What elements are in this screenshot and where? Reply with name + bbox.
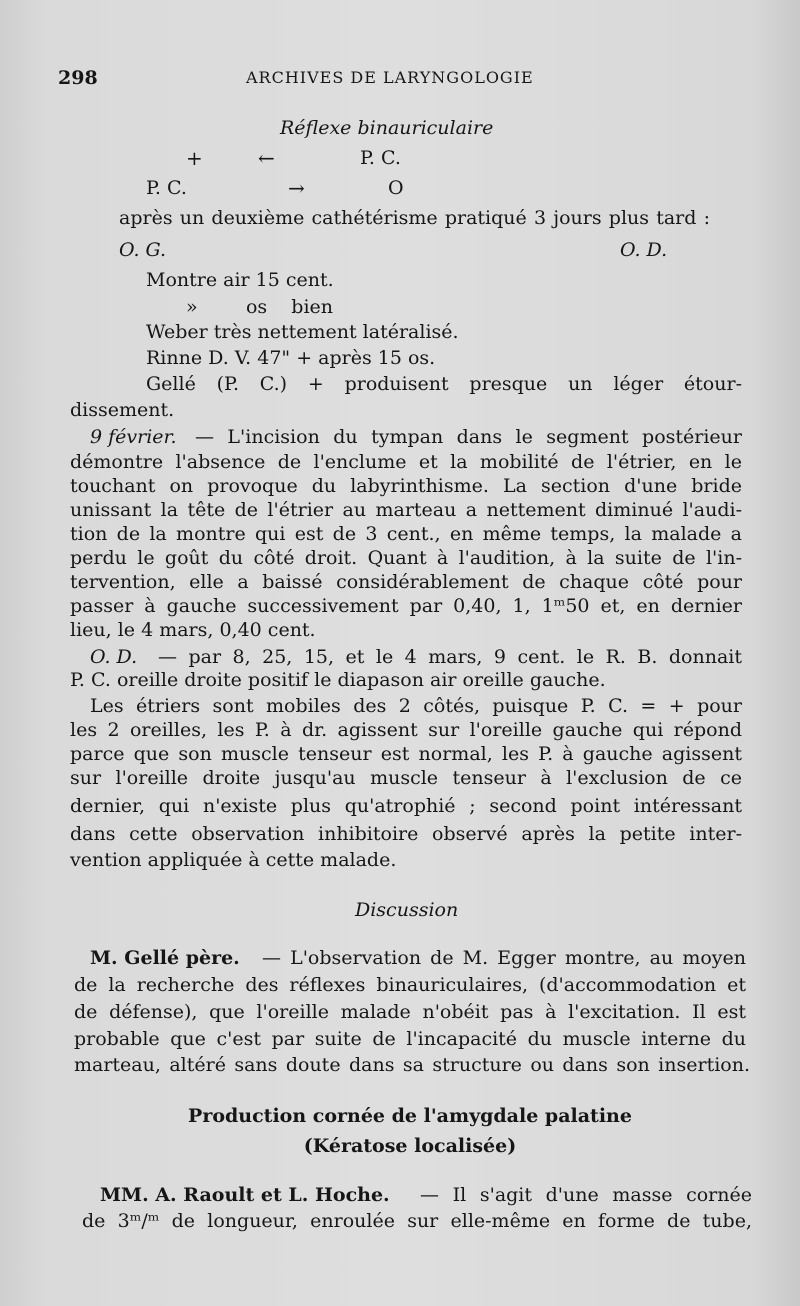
left-arrow-icon: ←	[258, 146, 275, 170]
text-line: dissement.	[70, 399, 175, 421]
text-line: Montre air 15 cent.	[146, 269, 334, 291]
text-line: de 3ᵐ/ᵐ de longueur, enroulée sur elle-même en forme de tube,	[82, 1210, 752, 1232]
date-label: 9 février.	[90, 426, 177, 448]
text-line: de la recherche des réflexes binauriculaires, (d'accommodation et	[74, 974, 746, 996]
reflex-title: Réflexe binauriculaire	[280, 117, 494, 139]
reflex-zero: O	[388, 177, 404, 199]
running-title: ARCHIVES DE LARYNGOLOGIE	[246, 68, 534, 87]
od-label: O. D.	[620, 239, 668, 261]
text-line: perdu le goût du côté droit. Quant à l'audition, à la suite de l'in-	[70, 547, 742, 569]
text-line: — L'observation de M. Egger montre, au moyen	[262, 947, 746, 969]
reflex-row2-label: P. C.	[146, 177, 187, 199]
text-line: P. C. oreille droite positif le diapason air oreille gauche.	[70, 669, 606, 691]
text-line: unissant la tête de l'étrier au marteau a nettement diminué l'audi-	[70, 499, 742, 521]
text-line: touchant on provoque du labyrinthisme. La section d'une bride	[70, 475, 742, 497]
text-line: Gellé (P. C.) + produisent presque un léger étour-	[146, 373, 742, 395]
text-line: passer à gauche successivement par 0,40, 1, 1ᵐ50 et, en dernier	[70, 595, 742, 617]
text-line: — L'incision du tympan dans le segment postérieur	[195, 426, 742, 448]
text-line: Les étriers sont mobiles des 2 côtés, puisque P. C. = + pour	[90, 695, 742, 717]
text-line: — par 8, 25, 15, et le 4 mars, 9 cent. le R. B. donnait	[158, 646, 742, 668]
page-number: 298	[58, 67, 98, 89]
text-line: marteau, altéré sans doute dans sa structure ou dans son insertion.	[74, 1054, 750, 1076]
section-title: Production cornée de l'amygdale palatine	[188, 1105, 632, 1127]
text-line: dernier, qui n'existe plus qu'atrophié ; second point intéressant	[70, 795, 742, 817]
plus-sign: +	[186, 146, 203, 170]
text-line: » os bien	[186, 296, 334, 318]
text-line: parce que son muscle tenseur est normal, les P. à gauche agissent	[70, 743, 742, 765]
text-line: après un deuxième cathétérisme pratiqué 3 jours plus tard :	[119, 207, 710, 229]
reflex-row1-label: P. C.	[360, 147, 401, 169]
text-line: de défense), que l'oreille malade n'obéit pas à l'excitation. Il est	[74, 1001, 746, 1023]
text-line: démontre l'absence de l'enclume et la mobilité de l'étrier, en le	[70, 451, 742, 473]
text-line: dans cette observation inhibitoire observé après la petite inter-	[70, 823, 742, 845]
speaker-gelle: M. Gellé père.	[90, 947, 240, 969]
text-line: lieu, le 4 mars, 0,40 cent.	[70, 619, 316, 641]
text-line: — Il s'agit d'une masse cornée	[420, 1184, 752, 1206]
text-line: tion de la montre qui est de 3 cent., en même temps, la malade a	[70, 523, 742, 545]
text-line: vention appliquée à cette malade.	[70, 849, 397, 871]
od2-label: O. D.	[90, 646, 138, 668]
text-line: sur l'oreille droite jusqu'au muscle tenseur à l'exclusion de ce	[70, 767, 742, 789]
text-line: les 2 oreilles, les P. à dr. agissent sur l'oreille gauche qui répond	[70, 719, 742, 741]
discussion-title: Discussion	[355, 899, 459, 921]
text-line: probable que c'est par suite de l'incapacité du muscle interne du	[74, 1028, 746, 1050]
text-line: tervention, elle a baissé considérablement de chaque côté pour	[70, 571, 742, 593]
speaker-raoult-hoche: MM. A. Raoult et L. Hoche.	[100, 1184, 390, 1206]
section-subtitle: (Kératose localisée)	[303, 1135, 517, 1157]
text-line: Rinne D. V. 47" + après 15 os.	[146, 347, 436, 369]
right-arrow-icon: →	[288, 176, 305, 200]
text-line: Weber très nettement latéralisé.	[146, 321, 459, 343]
og-label: O. G.	[119, 239, 167, 261]
